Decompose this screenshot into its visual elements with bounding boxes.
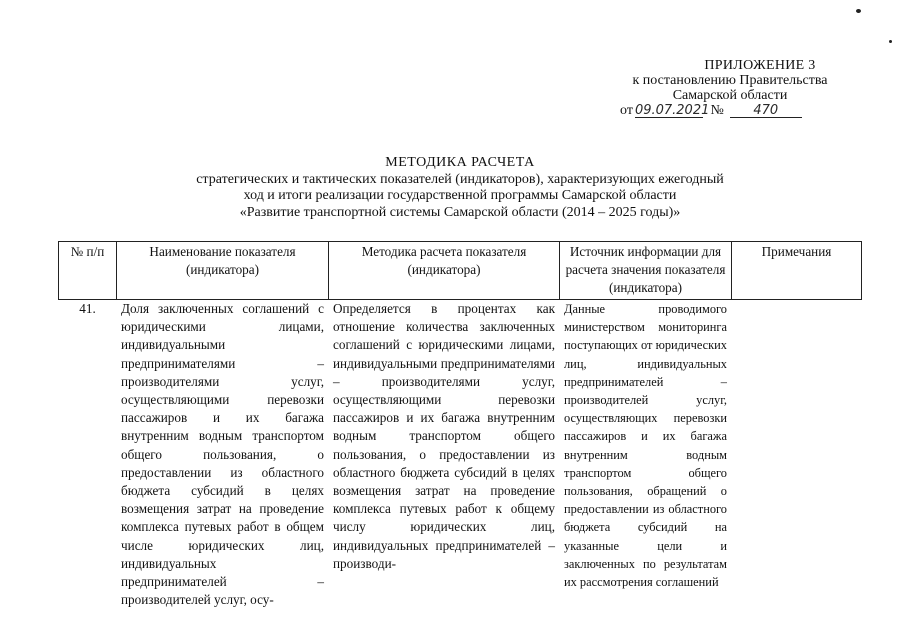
document-heading [120,155,800,221]
row-information-source: Данные проводимого министерством мониторинга поступающих от юридических лиц, индивидуальных предпринимателей – производителей услуг, осуществляющих перевозки пассажиров и их багажа внутренним водным транспортом общего пользования, обращений о предоставлении из областного бюджета субсидий на указанные цели и заключенных по результатам их рассмотрения соглашений [564,302,727,590]
indicator-table [58,241,862,609]
row-notes [732,300,862,610]
date-prefix: от [620,103,633,118]
appendix-block [600,58,860,118]
heading-title: МЕТОДИКА РАСЧЕТА [385,155,535,170]
row-calculation-method: Определяется в процентах как отношение количества заключенных соглашений с юридическими лицами, индивидуальными предпринимателями – производителями услуг, осуществляющими перевозки пассажиров и их багажа внутренним водным транспортом общего пользования, о предоставлении из областного бюджета субсидий в целях возмещения затрат на проведение комплекса путевых работ к общему числу юридических лиц, индивидуальных предпринимателей – производи- [333,301,555,571]
handwritten-number: 470 [730,104,802,118]
heading-line-3: «Развитие транспортной системы Самарской области (2014 – 2025 годы)» [239,204,681,220]
heading-line-2: ход и итоги реализации государственной программы Самарской области [243,188,677,203]
number-prefix: № [710,103,724,118]
header-information-source: Источник информации для расчета значения показателя (индикатора) [560,242,732,300]
appendix-title: ПРИЛОЖЕНИЕ 3 [704,58,816,73]
header-indicator-name: Наименование показателя (индикатора) [117,242,329,300]
row-number: 41. [79,301,96,316]
row-indicator-name: Доля заключенных соглашений с юридическими лицами, индивидуальными предпринимателями – производителями услуг, осуществляющими перевозки пассажиров и их багажа внутренним водным транспортом общего пользования, о предоставлении из областного бюджета субсидий в целях возмещения затрат на проведение комплекса путевых работ в общем числе юридических лиц, индивидуальных предпринимателей – производителей услуг, осу- [121,301,324,608]
header-notes: Примечания [732,242,862,300]
appendix-resolution-line: к постановлению Правительства [632,73,828,88]
scan-speck [889,40,892,43]
header-number: № п/п [59,242,117,300]
handwritten-date: 09.07.2021 [634,103,710,118]
appendix-region-line: Самарской области [672,88,788,103]
heading-line-1: стратегических и тактических показателей (индикаторов), характеризующих ежегодный [196,171,724,187]
appendix-date-line [600,103,860,118]
table-row [59,300,862,610]
table-header-row [59,242,862,300]
scan-speck [856,9,861,13]
header-calculation-method: Методика расчета показателя (индикатора) [329,242,560,300]
